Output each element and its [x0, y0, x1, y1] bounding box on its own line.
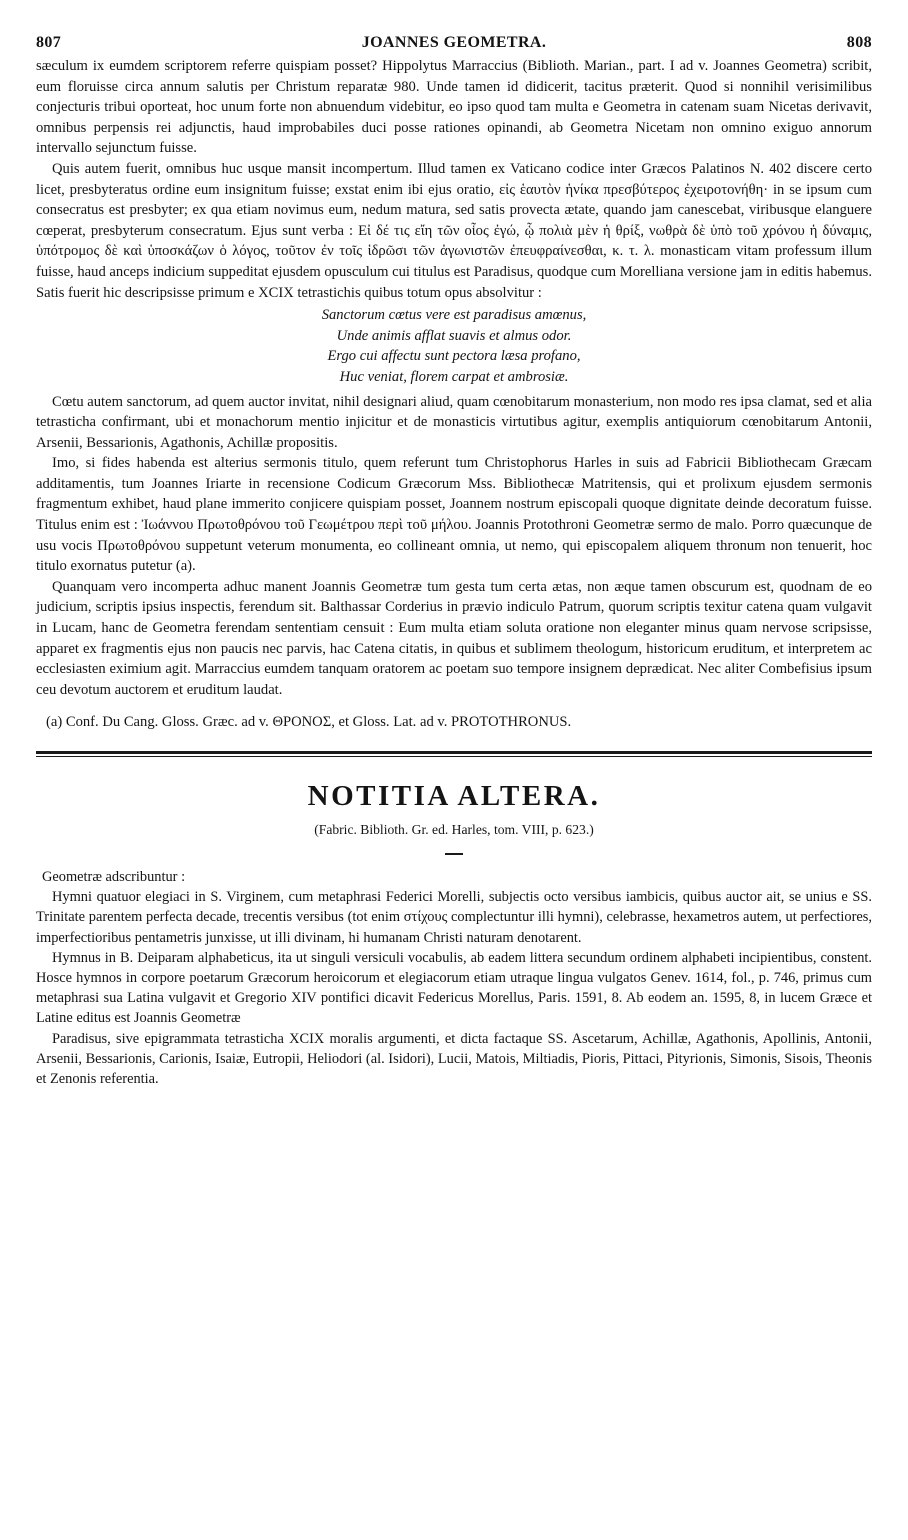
list-item: Paradisus, sive epigrammata tetrasticha XCIX moralis argumenti, et dicta factaque SS. Ascetarum, Achillæ, Agathonis, Apollinis, Antonii, Arsenii, Bessarionis, Carionis, Isaiæ, Eutropii, Heliodori (al. Isidori), Lucii, Matois, Miltiadis, Pioris, Pittaci, Pityrionis, Simonis, Sisois, Theonis et Zenonis referentia.	[36, 1030, 872, 1088]
section-divider-thin	[36, 756, 872, 757]
right-page-number: 808	[846, 34, 872, 51]
verse-block	[36, 305, 872, 387]
footnote: (a) Conf. Du Cang. Gloss. Græc. ad v. ΘΡΟΝΟΣ, et Gloss. Lat. ad v. PROTOTHRONUS.	[46, 714, 572, 731]
paragraph-1: sæculum ix eumdem scriptorem referre quispiam posset? Hippolytus Marraccius (Biblioth. Marian., part. I ad v. Joannes Geometra) scribit, eum floruisse circa annum salutis per Christum reparatæ 980. Unde tamen id didicerit, tacitus præterit. Quod si nonnihil verisimilibus conjecturis tribui oporteat, hoc unum forte non abnuendum videbitur, eo ipso quod tam multa e Geometra in catenam suam Nicetas derivavit, omnibus perpensis rei adjunctis, haud improbabiles duci posse rationes opinandi, ab Geometra Nicetam non omnino exiguo annorum intervallo sejunctum fuisse.	[36, 58, 872, 157]
verse-line: Ergo cui affectu sunt pectora læsa profano,	[327, 348, 581, 365]
verse-line: Unde animis afflat suavis et almus odor.	[336, 327, 572, 344]
paragraph-4: Imo, si fides habenda est alterius sermonis titulo, quem referunt tum Christophorus Harles in suis ad Fabricii Bibliothecam Græcam additamentis, tum Joannes Iriarte in recensione Codicum Græcorum Mss. Bibliothecæ Matritensis, qui et prolixum ejusdem sermonis fragmentum exhibet, haud plane immerito conjicere quispiam posset, Joannem nostrum episcopali quoque dignitate deinde decoratum fuisse. Titulus enim est : Ἰωάννου Πρωτοθρόνου τοῦ Γεωμέτρου περὶ τοῦ μήλου. Joannis Protothroni Geometræ sermo de malo. Porro quæcunque de usu vocis Πρωτοθρόνου suppetunt veterum monumenta, eo collineant omnia, ut nemo, qui episcopalem aliquem thronum non tenuerit, hoc titulo exornatus putetur (a).	[36, 455, 872, 575]
section-subtitle: (Fabric. Biblioth. Gr. ed. Harles, tom. VIII, p. 623.)	[314, 822, 594, 837]
list-item: Hymnus in B. Deiparam alphabeticus, ita ut singuli versiculi vocabulis, ab eadem littera secundum ordinem alphabeti incipientibus, constent. Hosce hymnos in corpore poetarum Græcorum heroicorum et elegiacorum etiam utraque lingua vulgatos Genev. 1614, fol., p. 746, primus cum metaphrasi sua Latina vulgavit et Gregorio XIV pontifici dicavit Federicus Morellus, Paris. 1591, 8. Ab eodem an. 1595, 8, in lucem Græce et Latine editus est Joannis Geometræ	[36, 949, 872, 1027]
left-page-number: 807	[36, 34, 62, 51]
section-intro: Geometræ adscribuntur :	[42, 869, 186, 885]
list-item: Hymni quatuor elegiaci in S. Virginem, cum metaphrasi Federici Morelli, subjectis octo versibus iambicis, quibus auctor ait, se unius e SS. Trinitate parentem perfecta decade, trecentis versibus (tot enim στίχους complectuntur illi hymni), celebrasse, hexametros autem, ut perfectiores, imperfectioribus pentametris junxisse, ut illi divinam, hi humanam Christi naturam denotarent.	[36, 889, 872, 946]
page	[36, 34, 872, 1089]
running-title: JOANNES GEOMETRA.	[361, 34, 547, 51]
verse-line: Sanctorum cœtus vere est paradisus amœnus,	[321, 307, 587, 324]
paragraph-3: Cœtu autem sanctorum, ad quem auctor invitat, nihil designari aliud, quam cœnobitarum monasterium, non modo res ipsa clamat, sed et alia tetrasticha confirmant, ubi et monachorum mentio injicitur et de monasticis virtutibus agitur, exemplis antiquiorum cœnobitarum Antonii, Arsenii, Bessarionis, Agathonis, Achillæ propositis.	[36, 393, 872, 451]
page-header	[36, 34, 872, 56]
paragraph-2: Quis autem fuerit, omnibus huc usque mansit incompertum. Illud tamen ex Vaticano codice inter Græcos Palatinos N. 402 discere certo licet, presbyteratus ordine eum insignitum fuisse; exstat enim ibi ejus oratio, εἰς ἑαυτὸν ἡνίκα πρεσβύτερος ἐχειροτονήθη· in se ipsum cum consecratus est presbyter; ex qua etiam novimus eum, nedum matura, sed satis provecta ætate, quando jam canescebat, viribusque elanguere cœperat, presbyterum consecratum. Ejus sunt verba : Εἰ δέ τις εἴη τῶν οἷος ἐγώ, ᾧ πολιὰ μὲν ἡ θρίξ, νωθρὰ δὲ ὑπὸ τοῦ χρόνου ἡ δύναμις, ὑπότρομος δὲ καὶ ὑποσκάζων ὁ λόγος, τοῦτον ἐν τοῖς ἱδρῶσι τῶν ἀγωνιστῶν ἐπευφραίνεσθαι, κ. τ. λ. monasticam vitam professum illum fuisse, haud anceps indicium suppeditat ejusdem opusculum cui titulus est Paradisus, quodque cum Morelliana versione jam in editis habemus. Satis fuerit hic descripsisse primum e XCIX tetrastichis quibus totum opus absolvitur :	[36, 160, 872, 301]
short-rule	[445, 853, 463, 855]
section-title: NOTITIA ALTERA.	[307, 780, 601, 812]
paragraph-5: Quanquam vero incomperta adhuc manent Joannis Geometræ tum gesta tum certa ætas, non æque tamen obscurum est, quodnam de eo judicium, scriptis ipsius inspectis, ferendum sit. Balthassar Corderius in prævio indiculo Patrum, quorum scriptis texitur catena quam vulgavit in Lucam, hanc de Geometra ferendam sententiam censuit : Eum multa etiam soluta oratione non eleganter minus quam nervose scripsisse, apparet ex fragmentis ejus non paucis nec parvis, hac Catena citatis, in quibus et sublimem theologum, historicum eruditum, et interpretem ac ecclesiasten eximium agit. Marraccius eumdem tanquam oratorem ac poetam suo tempore insignem deprædicat. Nec aliter Combefisius ipsum ceu devotum auctorem et eruditum laudat.	[36, 578, 872, 698]
section-2-body	[36, 867, 872, 1089]
section-divider	[36, 751, 872, 754]
verse-line: Huc veniat, florem carpat et ambrosiæ.	[339, 368, 569, 385]
